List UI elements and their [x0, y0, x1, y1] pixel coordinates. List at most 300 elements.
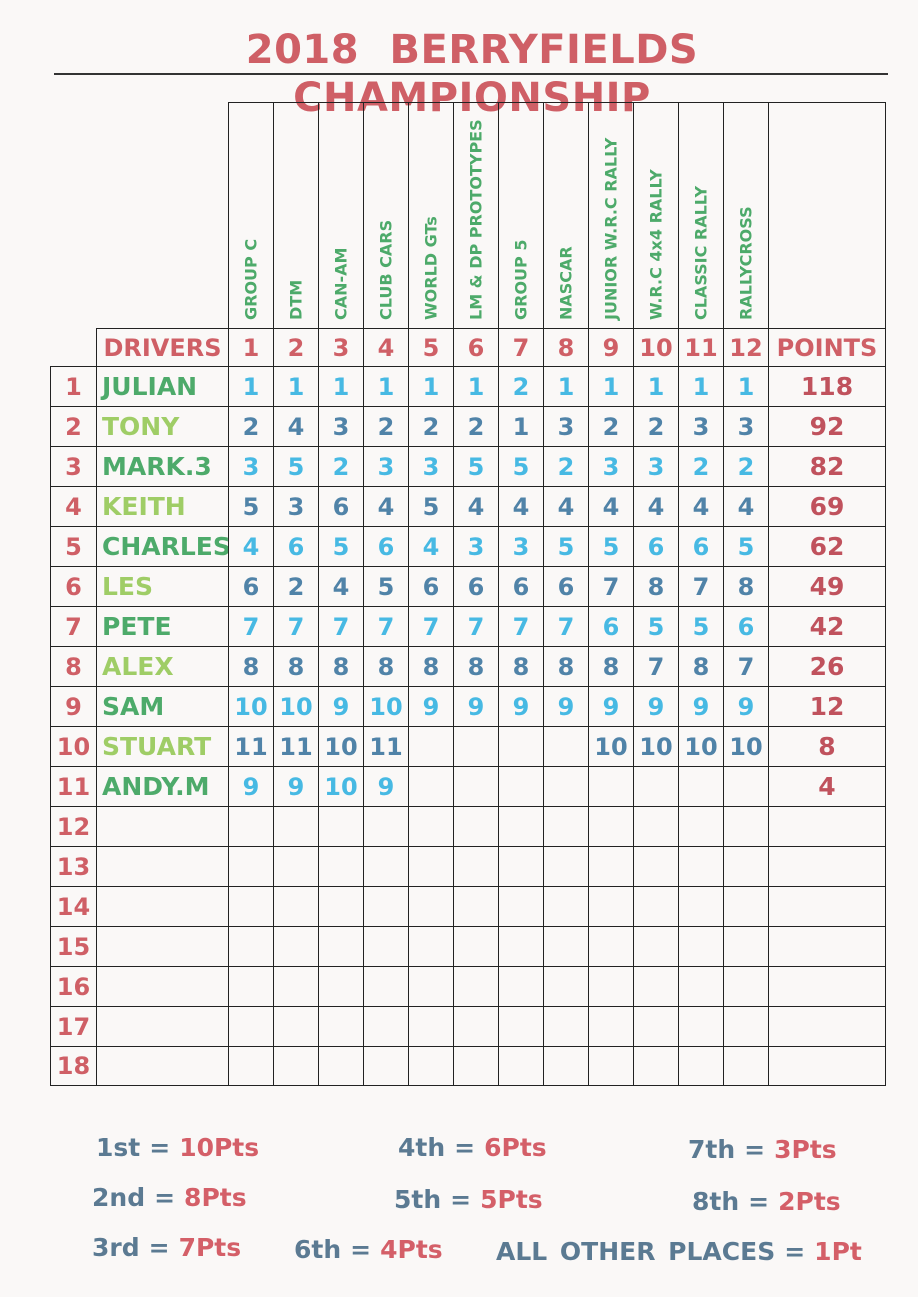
result-cell: 9: [543, 686, 588, 726]
points-total: 42: [768, 606, 886, 646]
result-cell: 11: [273, 726, 318, 766]
result-cell: 2: [588, 406, 633, 446]
result-cell: 5: [363, 566, 408, 606]
result-cell: [588, 806, 633, 846]
result-cell: 6: [723, 606, 768, 646]
result-cell: [678, 926, 723, 966]
result-cell: 8: [678, 646, 723, 686]
result-cell: 7: [273, 606, 318, 646]
result-cell: [363, 806, 408, 846]
result-cell: [453, 806, 498, 846]
result-cell: [723, 886, 768, 926]
legend-equals: =: [154, 1183, 176, 1212]
legend-equals: =: [454, 1133, 476, 1162]
result-cell: [543, 846, 588, 886]
result-cell: [543, 1006, 588, 1046]
result-cell: 1: [453, 366, 498, 406]
result-cell: [228, 966, 273, 1006]
legend-points: 4Pts: [380, 1235, 443, 1264]
result-cell: 9: [453, 686, 498, 726]
result-cell: 8: [633, 566, 678, 606]
result-cell: 5: [408, 486, 453, 526]
driver-name: STUART: [96, 726, 228, 766]
result-cell: [363, 886, 408, 926]
legend-points: 2Pts: [778, 1187, 841, 1216]
driver-name: PETE: [96, 606, 228, 646]
driver-name: KEITH: [96, 486, 228, 526]
result-cell: 1: [273, 366, 318, 406]
position-number: 10: [50, 726, 96, 766]
event-name: GROUP C: [241, 238, 261, 320]
result-cell: [633, 966, 678, 1006]
result-cell: [408, 1006, 453, 1046]
result-cell: [723, 806, 768, 846]
result-cell: 10: [273, 686, 318, 726]
result-cell: [498, 726, 543, 766]
event-name: JUNIOR W.R.C RALLY: [601, 137, 621, 320]
position-number: 6: [50, 566, 96, 606]
result-cell: [318, 806, 363, 846]
event-name-header: [588, 102, 633, 328]
driver-name: [96, 966, 228, 1006]
result-cell: [498, 806, 543, 846]
result-cell: 5: [273, 446, 318, 486]
result-cell: 10: [723, 726, 768, 766]
result-cell: [228, 926, 273, 966]
legend-place: 3rd: [92, 1233, 140, 1262]
result-cell: 9: [318, 686, 363, 726]
result-cell: [273, 1006, 318, 1046]
result-cell: [318, 926, 363, 966]
result-cell: 4: [453, 486, 498, 526]
result-cell: [543, 766, 588, 806]
result-cell: 10: [318, 766, 363, 806]
result-cell: [408, 806, 453, 846]
result-cell: 5: [498, 446, 543, 486]
result-cell: 7: [678, 566, 723, 606]
result-cell: [678, 1046, 723, 1086]
result-cell: [588, 846, 633, 886]
result-cell: [453, 1006, 498, 1046]
result-cell: [543, 926, 588, 966]
event-name: RALLYCROSS: [736, 206, 756, 320]
result-cell: 7: [588, 566, 633, 606]
drivers-header: DRIVERS: [96, 328, 228, 366]
event-number: 12: [723, 328, 768, 366]
result-cell: [363, 966, 408, 1006]
result-cell: 9: [408, 686, 453, 726]
result-cell: 2: [633, 406, 678, 446]
driver-name: LES: [96, 566, 228, 606]
position-number: 16: [50, 966, 96, 1006]
result-cell: [543, 1046, 588, 1086]
result-cell: [228, 1046, 273, 1086]
result-cell: [678, 766, 723, 806]
result-cell: [408, 926, 453, 966]
position-number: 13: [50, 846, 96, 886]
legend-item: [96, 1133, 259, 1162]
result-cell: 8: [408, 646, 453, 686]
result-cell: [453, 966, 498, 1006]
event-name-header: [723, 102, 769, 328]
points-total: 118: [768, 366, 886, 406]
result-cell: 6: [633, 526, 678, 566]
result-cell: 4: [363, 486, 408, 526]
result-cell: [273, 1046, 318, 1086]
legend-item: [496, 1237, 862, 1266]
result-cell: [633, 886, 678, 926]
legend-equals: =: [350, 1235, 372, 1264]
result-cell: [408, 1046, 453, 1086]
result-cell: [318, 1006, 363, 1046]
result-cell: 9: [228, 766, 273, 806]
event-name-header: [228, 102, 273, 328]
legend-place: 7th: [688, 1135, 736, 1164]
result-cell: 4: [543, 486, 588, 526]
result-cell: [273, 966, 318, 1006]
points-total: 69: [768, 486, 886, 526]
result-cell: 1: [318, 366, 363, 406]
result-cell: 9: [678, 686, 723, 726]
result-cell: 2: [498, 366, 543, 406]
result-cell: [633, 806, 678, 846]
result-cell: 3: [588, 446, 633, 486]
event-name-header: [633, 102, 678, 328]
event-name-header: [318, 102, 363, 328]
result-cell: [588, 926, 633, 966]
event-name-header: [363, 102, 408, 328]
result-cell: [498, 1046, 543, 1086]
result-cell: 8: [228, 646, 273, 686]
result-cell: 8: [318, 646, 363, 686]
result-cell: [318, 966, 363, 1006]
result-cell: 3: [498, 526, 543, 566]
result-cell: 1: [588, 366, 633, 406]
result-cell: [228, 1006, 273, 1046]
result-cell: 9: [588, 686, 633, 726]
event-name: W.R.C 4x4 RALLY: [646, 169, 666, 320]
legend-item: [92, 1183, 247, 1212]
event-number: 10: [633, 328, 678, 366]
result-cell: 8: [498, 646, 543, 686]
position-number: 5: [50, 526, 96, 566]
result-cell: 2: [678, 446, 723, 486]
points-total: [768, 886, 886, 926]
event-name-header: [273, 102, 318, 328]
result-cell: [543, 806, 588, 846]
result-cell: 6: [408, 566, 453, 606]
result-cell: [633, 766, 678, 806]
result-cell: 1: [228, 366, 273, 406]
result-cell: 5: [453, 446, 498, 486]
result-cell: 1: [633, 366, 678, 406]
result-cell: 5: [588, 526, 633, 566]
legend-place: 5th: [394, 1185, 442, 1214]
result-cell: 9: [498, 686, 543, 726]
result-cell: [588, 1046, 633, 1086]
event-name-header: [543, 102, 588, 328]
legend-item: [294, 1235, 443, 1264]
result-cell: [498, 966, 543, 1006]
event-name: NASCAR: [556, 246, 576, 320]
points-total: [768, 846, 886, 886]
points-total: 62: [768, 526, 886, 566]
points-total: [768, 1046, 886, 1086]
driver-name: ALEX: [96, 646, 228, 686]
legend-equals: =: [748, 1187, 770, 1216]
result-cell: [498, 766, 543, 806]
legend-place: 4th: [398, 1133, 446, 1162]
result-cell: [678, 806, 723, 846]
result-cell: [543, 886, 588, 926]
legend-item: [92, 1233, 241, 1262]
result-cell: [408, 766, 453, 806]
legend-points: 8Pts: [184, 1183, 247, 1212]
legend-equals: =: [148, 1233, 170, 1262]
result-cell: [408, 966, 453, 1006]
result-cell: [633, 1006, 678, 1046]
result-cell: 2: [453, 406, 498, 446]
result-cell: 2: [543, 446, 588, 486]
result-cell: 7: [543, 606, 588, 646]
result-cell: 8: [723, 566, 768, 606]
points-header: POINTS: [768, 328, 886, 366]
result-cell: [723, 1006, 768, 1046]
result-cell: 6: [588, 606, 633, 646]
result-cell: 2: [228, 406, 273, 446]
result-cell: [318, 1046, 363, 1086]
result-cell: 6: [453, 566, 498, 606]
result-cell: [273, 806, 318, 846]
result-cell: [633, 846, 678, 886]
legend-item: [394, 1185, 543, 1214]
result-cell: [588, 966, 633, 1006]
result-cell: [498, 1006, 543, 1046]
result-cell: [453, 1046, 498, 1086]
result-cell: [723, 846, 768, 886]
result-cell: 1: [498, 406, 543, 446]
position-number: 15: [50, 926, 96, 966]
position-number: 14: [50, 886, 96, 926]
result-cell: 4: [273, 406, 318, 446]
result-cell: [678, 886, 723, 926]
result-cell: [273, 846, 318, 886]
title-underline: [54, 73, 888, 75]
result-cell: 7: [498, 606, 543, 646]
result-cell: 3: [633, 446, 678, 486]
position-number: 17: [50, 1006, 96, 1046]
result-cell: [633, 1046, 678, 1086]
result-cell: 3: [408, 446, 453, 486]
result-cell: [723, 766, 768, 806]
result-cell: 1: [678, 366, 723, 406]
result-cell: 9: [633, 686, 678, 726]
result-cell: 10: [633, 726, 678, 766]
legend-points: 1Pt: [814, 1237, 862, 1266]
event-name: CLASSIC RALLY: [691, 185, 711, 320]
result-cell: [363, 926, 408, 966]
driver-name: [96, 886, 228, 926]
page-title: 2018 BERRYFIELDS CHAMPIONSHIP: [245, 27, 699, 121]
result-cell: [723, 1046, 768, 1086]
event-number: 8: [543, 328, 588, 366]
result-cell: 7: [453, 606, 498, 646]
result-cell: 5: [633, 606, 678, 646]
legend-points: 10Pts: [179, 1133, 260, 1162]
result-cell: 6: [273, 526, 318, 566]
driver-name: [96, 846, 228, 886]
result-cell: [633, 926, 678, 966]
position-number: 1: [50, 366, 96, 406]
result-cell: 3: [543, 406, 588, 446]
result-cell: 8: [453, 646, 498, 686]
driver-name: [96, 1046, 228, 1086]
result-cell: 6: [363, 526, 408, 566]
result-cell: [588, 1006, 633, 1046]
result-cell: 10: [228, 686, 273, 726]
result-cell: [408, 886, 453, 926]
event-name: CLUB CARS: [376, 219, 396, 320]
result-cell: 4: [723, 486, 768, 526]
event-number: 4: [363, 328, 408, 366]
result-cell: 9: [273, 766, 318, 806]
result-cell: 4: [228, 526, 273, 566]
result-cell: 2: [408, 406, 453, 446]
result-cell: 7: [633, 646, 678, 686]
legend-equals: =: [450, 1185, 472, 1214]
result-cell: 3: [363, 446, 408, 486]
result-cell: 5: [678, 606, 723, 646]
event-name: LM & DP PROTOTYPES: [466, 119, 486, 320]
result-cell: 2: [363, 406, 408, 446]
legend-place: ALL OTHER PLACES: [496, 1237, 776, 1266]
result-cell: 3: [273, 486, 318, 526]
position-number: 2: [50, 406, 96, 446]
result-cell: [453, 886, 498, 926]
result-cell: 10: [588, 726, 633, 766]
result-cell: 5: [543, 526, 588, 566]
result-cell: 8: [543, 646, 588, 686]
result-cell: 9: [363, 766, 408, 806]
position-number: 4: [50, 486, 96, 526]
result-cell: [723, 966, 768, 1006]
event-name: WORLD GTs: [421, 216, 441, 320]
event-number: 1: [228, 328, 273, 366]
points-total: 92: [768, 406, 886, 446]
position-number: 18: [50, 1046, 96, 1086]
result-cell: [408, 846, 453, 886]
result-cell: 1: [543, 366, 588, 406]
result-cell: 2: [318, 446, 363, 486]
result-cell: 4: [588, 486, 633, 526]
result-cell: 4: [678, 486, 723, 526]
position-number: 7: [50, 606, 96, 646]
result-cell: [498, 926, 543, 966]
legend-item: [398, 1133, 547, 1162]
result-cell: [453, 846, 498, 886]
result-cell: [453, 766, 498, 806]
result-cell: 8: [273, 646, 318, 686]
driver-name: ANDY.M: [96, 766, 228, 806]
points-total: 26: [768, 646, 886, 686]
points-total: [768, 966, 886, 1006]
result-cell: 3: [678, 406, 723, 446]
result-cell: [228, 886, 273, 926]
result-cell: 10: [678, 726, 723, 766]
event-number: 11: [678, 328, 723, 366]
result-cell: 10: [363, 686, 408, 726]
result-cell: [678, 966, 723, 1006]
result-cell: [318, 846, 363, 886]
result-cell: [498, 846, 543, 886]
driver-name: TONY: [96, 406, 228, 446]
result-cell: 1: [723, 366, 768, 406]
result-cell: [273, 886, 318, 926]
legend-place: 6th: [294, 1235, 342, 1264]
event-number: 9: [588, 328, 633, 366]
result-cell: 6: [318, 486, 363, 526]
event-number: 6: [453, 328, 498, 366]
position-number: 11: [50, 766, 96, 806]
result-cell: [678, 846, 723, 886]
legend-points: 5Pts: [480, 1185, 543, 1214]
points-header-blank: [768, 102, 886, 328]
legend-place: 8th: [692, 1187, 740, 1216]
result-cell: 6: [678, 526, 723, 566]
points-total: 82: [768, 446, 886, 486]
event-name-header: [678, 102, 723, 328]
driver-name: CHARLES: [96, 526, 228, 566]
position-number: 12: [50, 806, 96, 846]
result-cell: 8: [363, 646, 408, 686]
result-cell: 2: [723, 446, 768, 486]
result-cell: 5: [318, 526, 363, 566]
legend-place: 2nd: [92, 1183, 146, 1212]
result-cell: 6: [543, 566, 588, 606]
legend-item: [688, 1135, 837, 1164]
legend-place: 1st: [96, 1133, 141, 1162]
result-cell: [453, 726, 498, 766]
legend-equals: =: [149, 1133, 171, 1162]
result-cell: 4: [633, 486, 678, 526]
result-cell: 3: [228, 446, 273, 486]
result-cell: 11: [363, 726, 408, 766]
result-cell: 4: [318, 566, 363, 606]
legend-item: [692, 1187, 841, 1216]
event-name: DTM: [286, 279, 306, 320]
points-total: 49: [768, 566, 886, 606]
result-cell: 3: [318, 406, 363, 446]
points-total: 12: [768, 686, 886, 726]
result-cell: [588, 766, 633, 806]
position-number: 9: [50, 686, 96, 726]
result-cell: 8: [588, 646, 633, 686]
event-name-header: [408, 102, 453, 328]
points-total: [768, 926, 886, 966]
result-cell: 9: [723, 686, 768, 726]
event-name: CAN-AM: [331, 247, 351, 320]
result-cell: 4: [408, 526, 453, 566]
result-cell: 5: [228, 486, 273, 526]
event-number: 3: [318, 328, 363, 366]
legend-equals: =: [784, 1237, 806, 1266]
result-cell: [453, 926, 498, 966]
legend-points: 7Pts: [178, 1233, 242, 1262]
result-cell: [723, 926, 768, 966]
result-cell: 7: [408, 606, 453, 646]
driver-name: MARK.3: [96, 446, 228, 486]
legend-points: 6Pts: [484, 1133, 547, 1162]
